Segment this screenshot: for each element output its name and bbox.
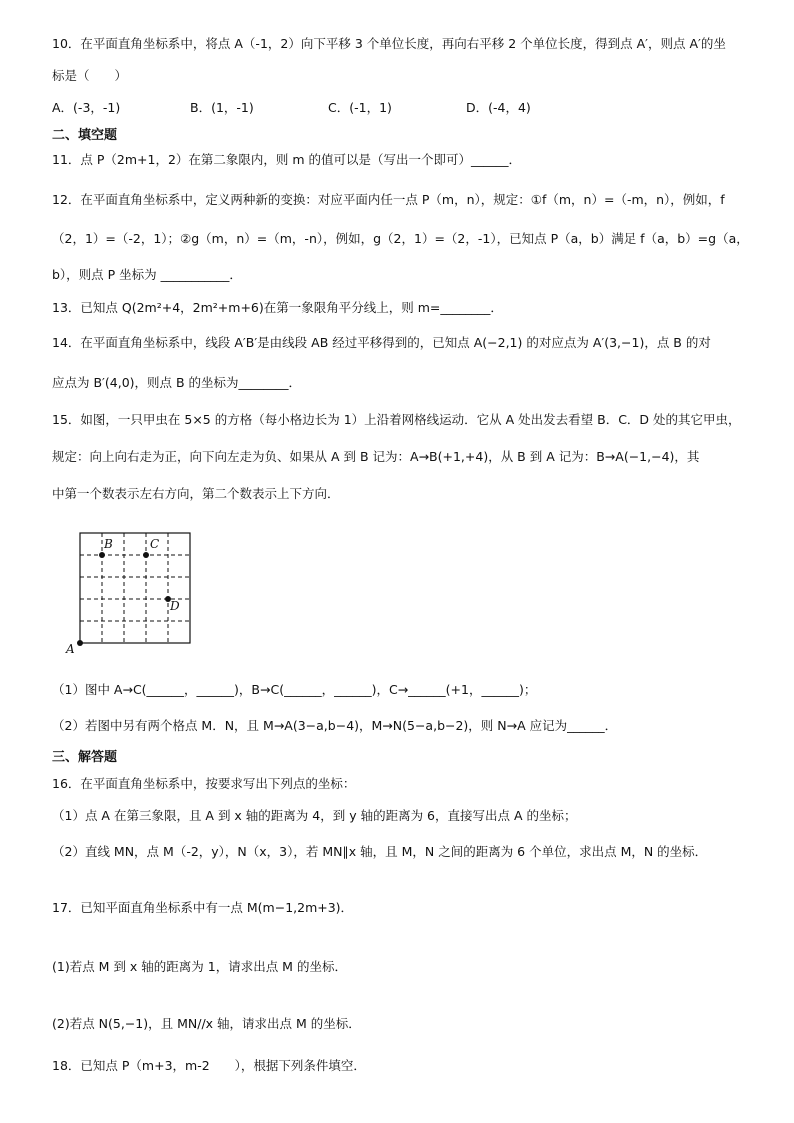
q15-line1: 15．如图，一只甲虫在 5×5 的方格（每小格边长为 1）上沿着网格线运动．它从 A 处出发去看望 B．C．D 处的其它甲虫， <box>52 412 741 427</box>
point-c-dot <box>143 552 149 558</box>
q12-line2: （2，1）=（-2，1）；②g（m，n）=（m，-n），例如，g（2，1）=（2，-1），已知点 P（a，b）满足 f（a，b）=g（a， <box>52 231 749 246</box>
q10-line2: 标是（ ） <box>52 68 128 83</box>
grid-svg <box>60 528 200 658</box>
q10-option-d: D．(-4，4) <box>466 100 531 115</box>
point-a-dot <box>77 640 83 646</box>
grid-dashed-lines <box>80 533 190 643</box>
q12-line1: 12．在平面直角坐标系中，定义两种新的变换：对应平面内任一点 P（m，n），规定：①f（m，n）=（-m，n），例如，f <box>52 192 725 207</box>
q17-sub1: (1)若点 M 到 x 轴的距离为 1，请求出点 M 的坐标． <box>52 959 347 974</box>
section-heading-fill-in: 二、填空题 <box>52 128 118 143</box>
q17-sub2: (2)若点 N(5,−1)，且 MN//x 轴，请求出点 M 的坐标． <box>52 1016 361 1031</box>
q16-sub1: （1）点 A 在第三象限，且 A 到 x 轴的距离为 4，到 y 轴的距离为 6，直接写出点 A 的坐标； <box>52 808 577 823</box>
q16-sub2: （2）直线 MN，点 M（-2，y），N（x，3），若 MN∥x 轴，且 M，N 之间的距离为 6 个单位，求出点 M，N 的坐标． <box>52 844 708 859</box>
q12-line3: b），则点 P 坐标为 ___________． <box>52 267 242 282</box>
point-b-dot <box>99 552 105 558</box>
grid-border <box>80 533 190 643</box>
q15-sub2: （2）若图中另有两个格点 M．N，且 M→A(3−a,b−4)，M→N(5−a,b−2)，则 N→A 应记为______． <box>52 718 618 733</box>
q11-text: 11．点 P（2m+1，2）在第二象限内，则 m 的值可以是（写出一个即可）______． <box>52 152 522 167</box>
section-heading-solutions: 三、解答题 <box>52 750 118 765</box>
point-a-label: A <box>66 642 75 656</box>
q10-line1: 10．在平面直角坐标系中，将点 A（-1，2）向下平移 3 个单位长度，再向右平移 2 个单位长度，得到点 A′，则点 A′的坐 <box>52 36 726 51</box>
q14-line2: 应点为 B′(4,0)，则点 B 的坐标为________． <box>52 375 302 390</box>
q16-line1: 16．在平面直角坐标系中，按要求写出下列点的坐标： <box>52 776 356 791</box>
q17-line1: 17．已知平面直角坐标系中有一点 M(m−1,2m+3)． <box>52 900 354 915</box>
q10-option-b: B．(1，-1) <box>190 100 254 115</box>
q14-line1: 14．在平面直角坐标系中，线段 A′B′是由线段 AB 经过平移得到的，已知点 A(−2,1) 的对应点为 A′(3,−1)，点 B 的对 <box>52 335 711 350</box>
point-b-label: B <box>104 537 113 551</box>
q15-line2: 规定：向上向右走为正，向下向左走为负、如果从 A 到 B 记为：A→B(+1,+4)，从 B 到 A 记为：B→A(−1,−4)，其 <box>52 449 700 464</box>
q18-text: 18．已知点 P（m+3，m-2 ），根据下列条件填空． <box>52 1058 366 1073</box>
q10-option-c: C．(-1，1) <box>328 100 392 115</box>
q15-sub1: （1）图中 A→C(______，______)，B→C(______，______)，C→______(+1，______)； <box>52 682 537 697</box>
q10-option-a: A．(-3，-1) <box>52 100 121 115</box>
q15-line3: 中第一个数表示左右方向，第二个数表示上下方向． <box>52 486 340 501</box>
point-d-label: D <box>170 599 180 613</box>
q15-grid-figure <box>60 528 200 658</box>
q13-text: 13．已知点 Q(2m²+4，2m²+m+6)在第一象限角平分线上，则 m=________． <box>52 300 503 315</box>
point-c-label: C <box>150 537 160 551</box>
